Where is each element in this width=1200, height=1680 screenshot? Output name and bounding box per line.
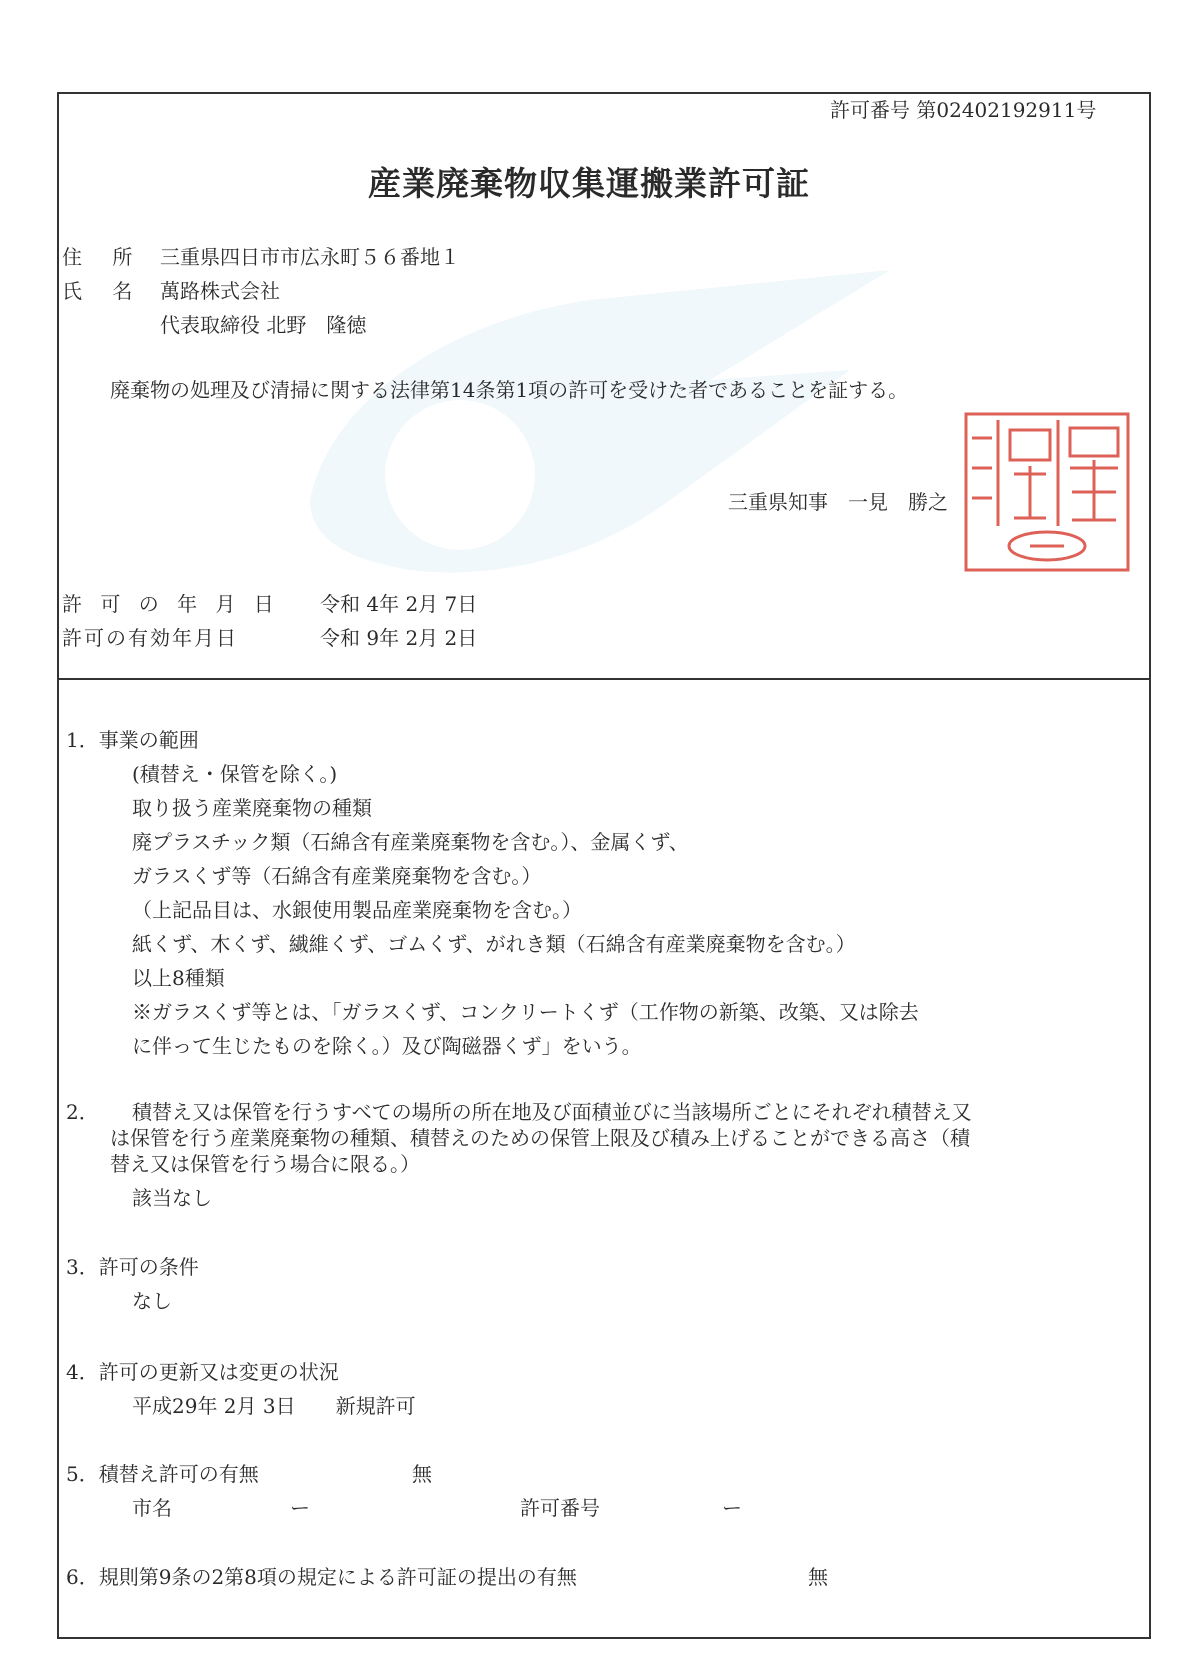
city-value: ー	[290, 1496, 310, 1520]
section-3-heading: 3．許可の条件	[66, 1255, 199, 1279]
page-title: 産業廃棄物収集運搬業許可証	[368, 164, 810, 203]
section-1-line: 取り扱う産業廃棄物の種類	[132, 796, 372, 820]
transfer-permit-label: 許可番号	[520, 1496, 600, 1520]
official-seal-stamp	[958, 408, 1136, 578]
expiry-date-label: 許可の有効年月日	[62, 626, 238, 650]
permit-number: 許可番号 第02402192911号	[830, 98, 1097, 122]
section-6-heading: 6．規則第9条の2第8項の規定による許可証の提出の有無	[66, 1565, 577, 1589]
permit-date-value: 令和 4年 2月 7日	[320, 592, 478, 616]
section-5-value: 無	[412, 1462, 432, 1486]
company-name: 萬路株式会社	[160, 279, 280, 303]
address-value: 三重県四日市市広永町５６番地１	[160, 245, 460, 269]
section-1-line: (積替え・保管を除く。)	[132, 762, 338, 786]
section-2-line: は保管を行う産業廃棄物の種類、積替えのための保管上限及び積み上げることができる高さ（積	[110, 1126, 970, 1150]
expiry-date-value: 令和 9年 2月 2日	[320, 626, 478, 650]
city-label: 市名	[132, 1496, 172, 1520]
section-5-heading: 5．積替え許可の有無	[66, 1462, 259, 1486]
transfer-permit-value: ー	[722, 1496, 742, 1520]
section-2-number: 2．	[66, 1100, 99, 1124]
section-1-line: （上記品目は、水銀使用製品産業廃棄物を含む。）	[132, 898, 582, 922]
section-1-line: 以上8種類	[132, 966, 225, 990]
section-1-heading: 1．事業の範囲	[66, 728, 199, 752]
representative: 代表取締役 北野 隆徳	[160, 313, 367, 337]
section-1-line: ガラスくず等（石綿含有産業廃棄物を含む。）	[132, 864, 542, 888]
governor-signature: 三重県知事 一見 勝之	[728, 490, 948, 514]
permit-date-label: 許 可 の 年 月 日	[62, 592, 280, 616]
section-6-value: 無	[808, 1565, 828, 1589]
section-1-line: ※ガラスくず等とは、「ガラスくず、コンクリートくず（工作物の新築、改築、又は除去	[132, 1000, 919, 1024]
section-4-heading: 4．許可の更新又は変更の状況	[66, 1360, 339, 1384]
address-label: 住 所	[62, 245, 145, 269]
section-1-line: 廃プラスチック類（石綿含有産業廃棄物を含む。）、金属くず、	[132, 830, 689, 854]
certification-statement: 廃棄物の処理及び清掃に関する法律第14条第1項の許可を受けた者であることを証する。	[110, 378, 909, 402]
section-1-line: に伴って生じたものを除く。）及び陶磁器くず」をいう。	[132, 1034, 642, 1058]
name-label: 氏 名	[62, 279, 145, 303]
section-2-line: 積替え又は保管を行うすべての場所の所在地及び面積並びに当該場所ごとにそれぞれ積替え又	[132, 1100, 972, 1124]
section-divider	[57, 678, 1151, 680]
section-2-line: 替え又は保管を行う場合に限る。）	[110, 1152, 420, 1176]
section-2-value: 該当なし	[132, 1186, 212, 1210]
section-1-line: 紙くず、木くず、繊維くず、ゴムくず、がれき類（石綿含有産業廃棄物を含む。）	[132, 932, 856, 956]
section-4-value: 平成29年 2月 3日 新規許可	[132, 1394, 416, 1418]
section-3-value: なし	[132, 1289, 172, 1313]
